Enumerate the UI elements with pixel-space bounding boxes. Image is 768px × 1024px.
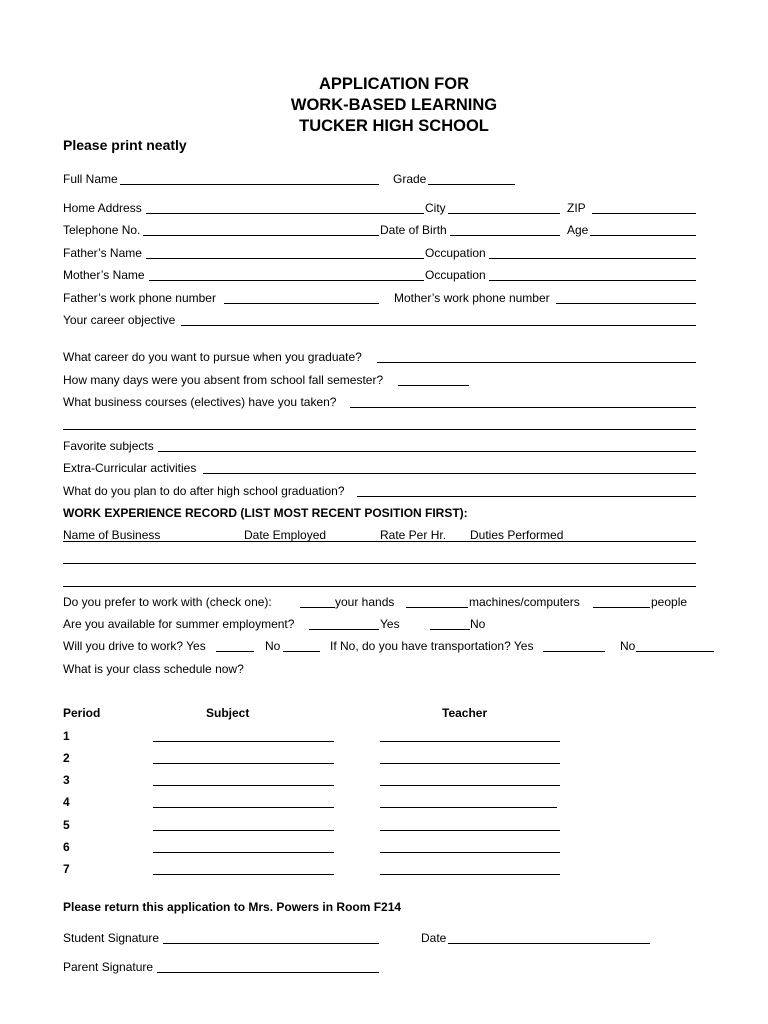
summer-yes-field[interactable] [309, 629, 379, 630]
work-col-rate: Rate Per Hr. [380, 528, 447, 542]
drive-yes-field[interactable] [216, 651, 254, 652]
favorite-subjects-field[interactable] [158, 451, 696, 452]
drive-question: Will you drive to work? Yes [63, 639, 206, 653]
work-col-date-employed: Date Employed [244, 528, 327, 542]
prefer-work-question: Do you prefer to work with (check one): [63, 595, 272, 609]
father-work-phone-label: Father’s work phone number [63, 291, 216, 305]
fathers-name-field[interactable] [146, 258, 424, 259]
transport-no-field[interactable] [636, 651, 714, 652]
period-number: 3 [63, 773, 70, 787]
home-address-field[interactable] [146, 213, 424, 214]
student-signature-label: Student Signature [63, 931, 160, 945]
mother-work-phone-label: Mother’s work phone number [394, 291, 550, 305]
form-title-line2: WORK-BASED LEARNING [290, 96, 498, 114]
subject-field[interactable] [153, 874, 334, 875]
business-courses-field-line2[interactable] [63, 429, 696, 430]
telephone-field[interactable] [143, 235, 379, 236]
work-entry-line[interactable] [63, 563, 696, 564]
subject-field[interactable] [153, 741, 334, 742]
work-col-business: Name of Business [63, 528, 161, 542]
work-entry-line[interactable] [63, 586, 696, 587]
print-neatly-note: Please print neatly [63, 137, 187, 153]
full-name-label: Full Name [63, 172, 118, 186]
business-courses-question: What business courses (electives) have you taken? [63, 395, 337, 409]
dob-field[interactable] [450, 235, 560, 236]
subject-header: Subject [206, 706, 250, 720]
father-occupation-label: Occupation [425, 246, 486, 260]
parent-signature-field[interactable] [157, 972, 379, 973]
after-graduation-question: What do you plan to do after high school graduation? [63, 484, 345, 498]
work-header-underline [63, 541, 696, 542]
summer-no-label: No [470, 617, 486, 631]
work-col-duties: Duties Performed [470, 528, 564, 542]
zip-field[interactable] [592, 213, 696, 214]
form-title-line1: APPLICATION FOR [318, 75, 470, 93]
subject-field[interactable] [153, 830, 334, 831]
subject-field[interactable] [153, 807, 334, 808]
favorite-subjects-label: Favorite subjects [63, 439, 154, 453]
form-title-line3: TUCKER HIGH SCHOOL [299, 117, 489, 135]
transport-no-label: No [620, 639, 636, 653]
grade-field[interactable] [428, 184, 515, 185]
mother-occupation-field[interactable] [489, 280, 696, 281]
father-occupation-field[interactable] [489, 258, 696, 259]
summer-question: Are you available for summer employment? [63, 617, 295, 631]
date-field[interactable] [448, 943, 650, 944]
teacher-field[interactable] [380, 852, 560, 853]
period-number: 2 [63, 751, 70, 765]
city-label: City [425, 201, 446, 215]
mother-occupation-label: Occupation [425, 268, 486, 282]
period-number: 5 [63, 818, 70, 832]
period-number: 6 [63, 840, 70, 854]
teacher-field[interactable] [380, 830, 560, 831]
class-schedule-question: What is your class schedule now? [63, 662, 244, 676]
machines-checkbox-line[interactable] [406, 607, 468, 608]
father-work-phone-field[interactable] [224, 303, 379, 304]
work-experience-heading: WORK EXPERIENCE RECORD (LIST MOST RECENT POSITION FIRST): [63, 506, 468, 520]
age-field[interactable] [590, 235, 696, 236]
mothers-name-field[interactable] [149, 280, 424, 281]
period-number: 7 [63, 862, 70, 876]
teacher-field[interactable] [380, 741, 560, 742]
student-signature-field[interactable] [163, 943, 379, 944]
summer-yes-label: Yes [380, 617, 400, 631]
career-objective-field[interactable] [181, 325, 696, 326]
grade-label: Grade [393, 172, 427, 186]
teacher-field[interactable] [380, 763, 560, 764]
extracurricular-label: Extra-Curricular activities [63, 461, 197, 475]
subject-field[interactable] [153, 852, 334, 853]
hands-checkbox-line[interactable] [300, 607, 335, 608]
business-courses-field[interactable] [350, 407, 696, 408]
option-machines-label: machines/computers [469, 595, 580, 609]
people-checkbox-line[interactable] [593, 607, 650, 608]
dob-label: Date of Birth [380, 223, 447, 237]
full-name-field[interactable] [120, 184, 379, 185]
option-people-label: people [651, 595, 688, 609]
career-pursue-field[interactable] [377, 362, 696, 363]
home-address-label: Home Address [63, 201, 142, 215]
extracurricular-field[interactable] [203, 473, 696, 474]
teacher-header: Teacher [442, 706, 488, 720]
drive-no-field[interactable] [283, 651, 320, 652]
teacher-field[interactable] [380, 785, 560, 786]
summer-no-field[interactable] [430, 629, 470, 630]
period-number: 1 [63, 729, 70, 743]
career-pursue-question: What career do you want to pursue when you graduate? [63, 350, 362, 364]
transport-yes-field[interactable] [543, 651, 605, 652]
option-hands-label: your hands [335, 595, 395, 609]
return-instructions: Please return this application to Mrs. Powers in Room F214 [63, 900, 402, 914]
date-label: Date [421, 931, 447, 945]
zip-label: ZIP [567, 201, 586, 215]
telephone-label: Telephone No. [63, 223, 141, 237]
transport-question: If No, do you have transportation? Yes [330, 639, 534, 653]
teacher-field[interactable] [380, 807, 557, 808]
mothers-name-label: Mother’s Name [63, 268, 145, 282]
age-label: Age [567, 223, 589, 237]
career-objective-label: Your career objective [63, 313, 176, 327]
mother-work-phone-field[interactable] [556, 303, 696, 304]
period-header: Period [63, 706, 101, 720]
drive-no-label: No [265, 639, 281, 653]
subject-field[interactable] [153, 763, 334, 764]
after-graduation-field[interactable] [357, 496, 696, 497]
days-absent-field[interactable] [398, 385, 469, 386]
days-absent-question: How many days were you absent from school fall semester? [63, 373, 384, 387]
teacher-field[interactable] [380, 874, 560, 875]
period-number: 4 [63, 795, 70, 809]
fathers-name-label: Father’s Name [63, 246, 142, 260]
parent-signature-label: Parent Signature [63, 960, 154, 974]
city-field[interactable] [448, 213, 560, 214]
subject-field[interactable] [153, 785, 334, 786]
